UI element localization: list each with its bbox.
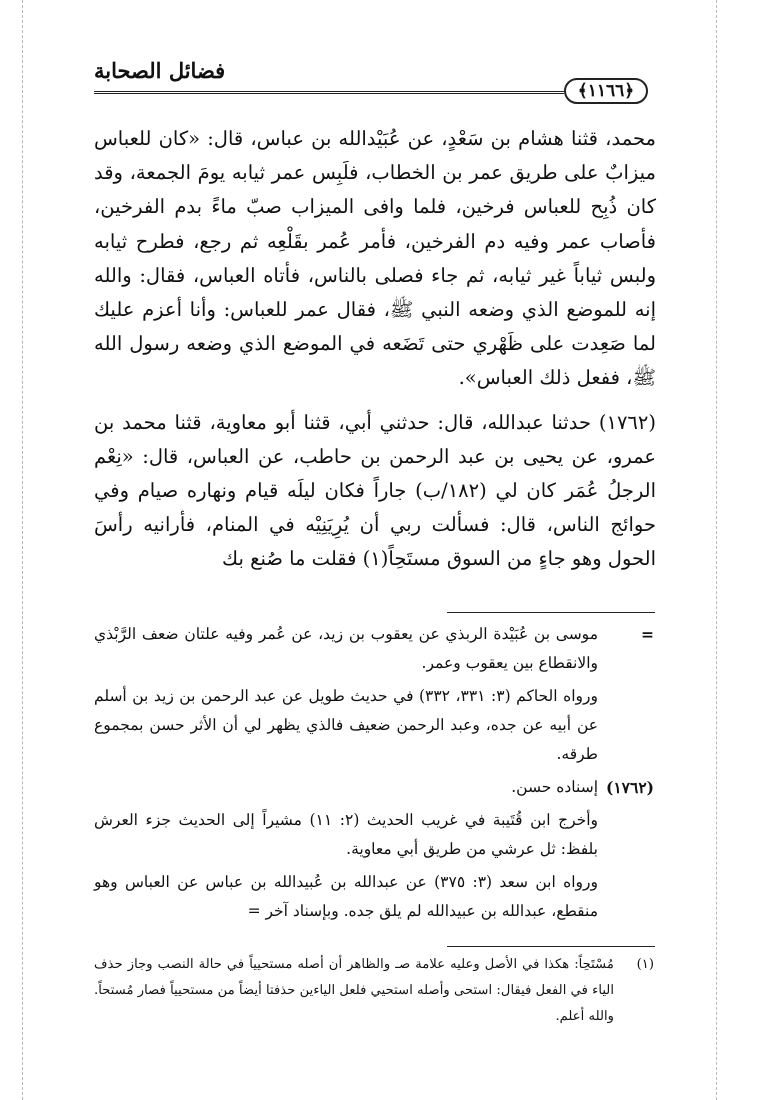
editor-note	[94, 773, 654, 926]
notes-separator	[447, 612, 655, 613]
header-rule	[94, 91, 564, 94]
note-paragraph: وأخرج ابن قُتَيبة في غريب الحديث (٢: ١١) مشيراً إلى الحديث جزء العرش بلفظ: ثل عرشي من طريق أبي معاوية.	[94, 811, 599, 858]
editor-notes	[94, 620, 654, 926]
footnote-label: (١)	[636, 957, 654, 972]
note-paragraph: موسى بن عُبَيْدة الربذي عن يعقوب بن زيد، عن عُمر وفيه علتان ضعف الرَّبْذي والانقطاع بين يعقوب وعمر.	[94, 625, 598, 672]
footnote	[94, 952, 654, 1030]
note-paragraph: ورواه ابن سعد (٣: ٣٧٥) عن عبدالله بن عُبيدالله بن عباس عن العباس وهو منقطع، عبدالله بن عبيدالله لم يلق جده. وبإسناد آخر =	[94, 873, 598, 920]
note-paragraph: إسناده حسن.	[511, 778, 598, 796]
main-paragraph: محمد، قثنا هشام بن سَعْدٍ، عن عُبَيْدالله بن عباس، قال: «كان للعباس ميزابٌ على طريق عمر بن الخطاب، فلَبِس عمر ثيابه يومَ الجمعة، وقد كان ذُبِح للعباس فرخين، فلما وافى الميزاب صبّ ماءً بدم الفرخين، فأصاب عمر وفيه دم الفرخين، فأمر عُمر بقَلْعِه ثم رجع، فطرح ثيابه ولبس ثياباً غير ثيابه، ثم جاء فصلى بالناس، فأتاه العباس، فقال: والله إنه للموضع الذي وضعه النبي ﷺ، فقال عمر للعباس: وأنا أعزم عليك لما صَعِدت على ظَهْري حتى تَضَعه في الموضع الذي وضعه رسول الله ﷺ، ففعل ذلك العباس».	[94, 127, 656, 390]
running-title: فضائل الصحابة	[94, 58, 226, 83]
note-label: =	[641, 625, 654, 644]
main-paragraph: (١٧٦٢) حدثنا عبدالله، قال: حدثني أبي، قثنا أبو معاوية، قثنا محمد بن عمرو، عن يحيى بن عبد الرحمن بن حاطب، عن العباس، قال: «نِعْم الرجلُ عُمَر كان لي (١٨٢/ب) جاراً فكان ليلَه قيام ونهاره صيام وفي حوائج الناس، قال: فسألت ربي أن يُرِيَنِيْه في المنام، فأرانيه رأسَ الحول وهو جاءٍ من السوق مستَحِاً(١) فقلت ما صُنع بك	[94, 410, 657, 571]
footnote-text: مُسْتَحِاً: هكذا في الأصل وعليه علامة صـ والظاهر أن أصله مستحيياً في حالة النصب وجاز حذف الياء في الفعل فيقال: استحى وأصله استحيي فلعل الياءين حذفتا أيضاً من مستحيياً فصار مُستحاً. والله أعلم.	[94, 957, 614, 1024]
footnotes-separator	[447, 946, 655, 947]
editor-note	[94, 620, 654, 769]
note-paragraph: ورواه الحاكم (٣: ٣٣١، ٣٣٢) في حديث طويل عن عبد الرحمن بن زيد بن أسلم عن أبيه عن جده، وعبد الرحمن ضعيف فالذي يظهر لي أن الأثر حسن بمجموع طرقه.	[94, 687, 598, 763]
page-header	[94, 58, 654, 104]
main-text	[94, 122, 656, 577]
page-edge-left	[22, 0, 23, 1100]
page-edge-right	[716, 0, 717, 1100]
footnotes	[94, 952, 654, 1030]
page-number: ﴿١١٦٦﴾	[564, 78, 648, 104]
note-label: (١٧٦٢)	[606, 778, 654, 797]
